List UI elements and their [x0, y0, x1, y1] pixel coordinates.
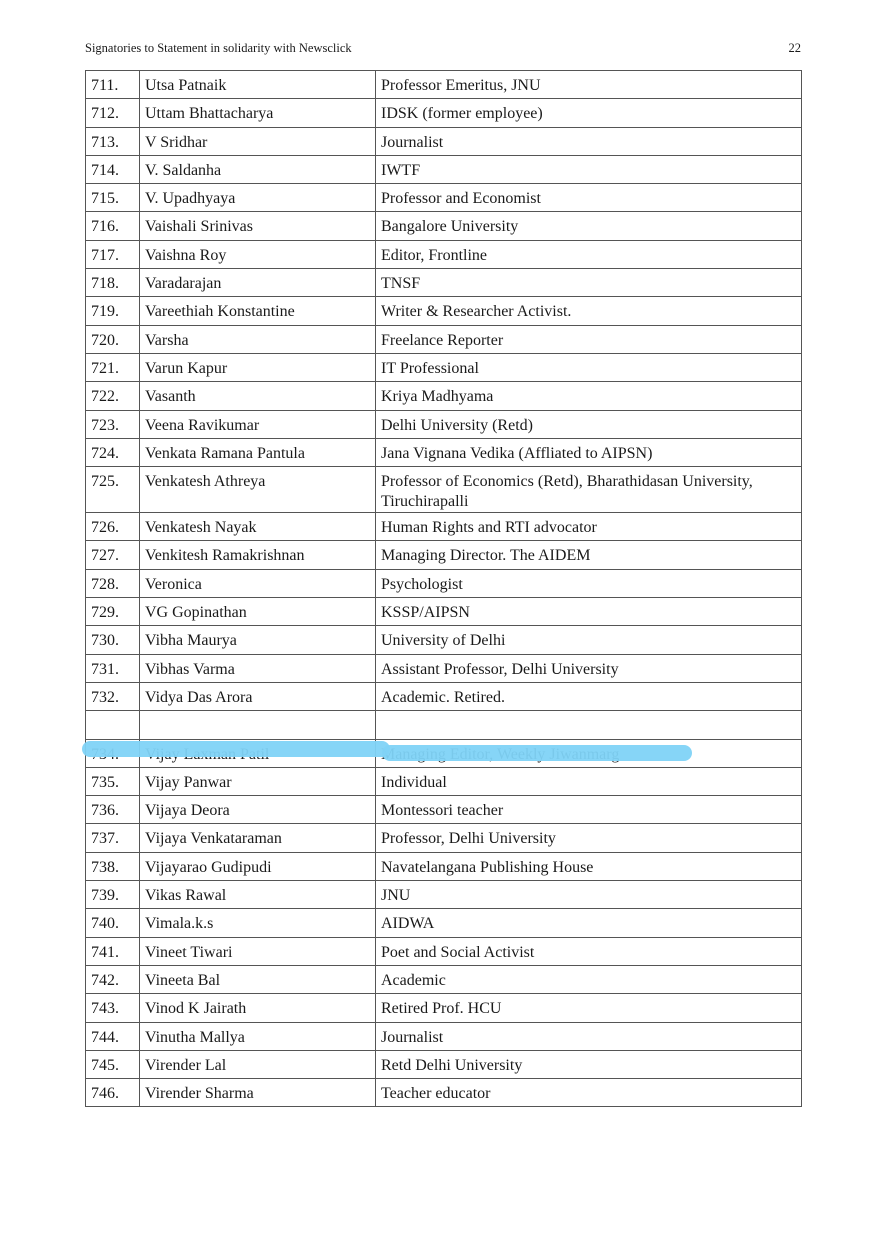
signatory-name: Venkatesh Athreya [140, 467, 376, 513]
table-row [86, 881, 802, 909]
signatory-affiliation: Professor of Economics (Retd), Bharathidasan University, Tiruchirapalli [376, 467, 802, 513]
row-number: 735. [86, 767, 140, 795]
table-row [86, 796, 802, 824]
signatory-name: Vineeta Bal [140, 965, 376, 993]
table-row [86, 184, 802, 212]
table-row [86, 909, 802, 937]
page-header [85, 41, 801, 61]
row-number: 729. [86, 598, 140, 626]
signatory-affiliation: Retired Prof. HCU [376, 994, 802, 1022]
row-number: 732. [86, 682, 140, 710]
table-row [86, 541, 802, 569]
signatory-affiliation: Freelance Reporter [376, 325, 802, 353]
signatory-affiliation: Retd Delhi University [376, 1050, 802, 1078]
signatories-table-body [86, 71, 802, 1107]
signatory-name: Vaishna Roy [140, 240, 376, 268]
signatory-affiliation: Academic. Retired. [376, 682, 802, 710]
table-row [86, 852, 802, 880]
row-number: 722. [86, 382, 140, 410]
signatory-name: Vijaya Deora [140, 796, 376, 824]
table-row [86, 767, 802, 795]
row-number: 713. [86, 127, 140, 155]
row-number: 739. [86, 881, 140, 909]
signatory-name: Virender Lal [140, 1050, 376, 1078]
signatory-name: Venkata Ramana Pantula [140, 438, 376, 466]
signatory-affiliation: Professor and Economist [376, 184, 802, 212]
signatory-affiliation: Teacher educator [376, 1079, 802, 1107]
table-row [86, 127, 802, 155]
signatory-name: Vijaya Venkataraman [140, 824, 376, 852]
signatory-name: Vinutha Mallya [140, 1022, 376, 1050]
table-row [86, 598, 802, 626]
table-row [86, 382, 802, 410]
signatory-affiliation: JNU [376, 881, 802, 909]
signatory-name: V Sridhar [140, 127, 376, 155]
signatory-affiliation: Professor Emeritus, JNU [376, 71, 802, 99]
table-row [86, 513, 802, 541]
table-row [86, 438, 802, 466]
signatory-name: Vaishali Srinivas [140, 212, 376, 240]
signatories-table [85, 70, 802, 1107]
signatory-name: Venkatesh Nayak [140, 513, 376, 541]
signatory-name: Uttam Bhattacharya [140, 99, 376, 127]
signatory-affiliation: Jana Vignana Vedika (Affliated to AIPSN) [376, 438, 802, 466]
table-row [86, 711, 802, 739]
document-title: Signatories to Statement in solidarity with Newsclick [85, 41, 352, 55]
signatory-name: Vikas Rawal [140, 881, 376, 909]
table-row [86, 1050, 802, 1078]
table-row [86, 467, 802, 513]
signatory-name: Vibhas Varma [140, 654, 376, 682]
redaction-mark [82, 741, 390, 757]
row-number: 731. [86, 654, 140, 682]
table-row [86, 269, 802, 297]
row-number: 746. [86, 1079, 140, 1107]
signatory-affiliation: Managing Director. The AIDEM [376, 541, 802, 569]
row-number: 719. [86, 297, 140, 325]
row-number: 721. [86, 353, 140, 381]
row-number: 741. [86, 937, 140, 965]
row-number: 716. [86, 212, 140, 240]
signatory-name: Vineet Tiwari [140, 937, 376, 965]
row-number: 742. [86, 965, 140, 993]
signatory-name: Vasanth [140, 382, 376, 410]
row-number: 715. [86, 184, 140, 212]
signatory-affiliation: Assistant Professor, Delhi University [376, 654, 802, 682]
table-row [86, 824, 802, 852]
signatory-affiliation: Navatelangana Publishing House [376, 852, 802, 880]
redaction-mark [382, 745, 692, 761]
table-row [86, 99, 802, 127]
table-row [86, 1079, 802, 1107]
signatory-name: Vinod K Jairath [140, 994, 376, 1022]
table-row [86, 654, 802, 682]
signatory-affiliation [376, 711, 802, 739]
table-row [86, 965, 802, 993]
signatory-name: Veena Ravikumar [140, 410, 376, 438]
table-row [86, 325, 802, 353]
signatory-name: V. Upadhyaya [140, 184, 376, 212]
table-row [86, 1022, 802, 1050]
table-row [86, 240, 802, 268]
signatory-affiliation: Writer & Researcher Activist. [376, 297, 802, 325]
table-row [86, 212, 802, 240]
table-row [86, 353, 802, 381]
row-number: 736. [86, 796, 140, 824]
table-row [86, 410, 802, 438]
signatory-name: V. Saldanha [140, 155, 376, 183]
row-number: 724. [86, 438, 140, 466]
row-number: 744. [86, 1022, 140, 1050]
row-number: 740. [86, 909, 140, 937]
signatory-affiliation: Editor, Frontline [376, 240, 802, 268]
row-number: 745. [86, 1050, 140, 1078]
table-row [86, 994, 802, 1022]
signatory-affiliation: Human Rights and RTI advocator [376, 513, 802, 541]
signatory-affiliation: University of Delhi [376, 626, 802, 654]
signatory-name: Veronica [140, 569, 376, 597]
row-number: 718. [86, 269, 140, 297]
signatory-name: Vijayarao Gudipudi [140, 852, 376, 880]
signatory-affiliation: IDSK (former employee) [376, 99, 802, 127]
row-number: 730. [86, 626, 140, 654]
table-row [86, 569, 802, 597]
signatory-affiliation: Bangalore University [376, 212, 802, 240]
signatory-affiliation: Individual [376, 767, 802, 795]
row-number: 723. [86, 410, 140, 438]
signatory-name: VG Gopinathan [140, 598, 376, 626]
row-number: 720. [86, 325, 140, 353]
row-number: 714. [86, 155, 140, 183]
signatory-affiliation: Academic [376, 965, 802, 993]
signatory-name: Vibha Maurya [140, 626, 376, 654]
table-row [86, 682, 802, 710]
row-number: 725. [86, 467, 140, 513]
signatory-affiliation: TNSF [376, 269, 802, 297]
signatory-affiliation: KSSP/AIPSN [376, 598, 802, 626]
row-number: 738. [86, 852, 140, 880]
signatory-name: Varun Kapur [140, 353, 376, 381]
signatory-affiliation: Journalist [376, 1022, 802, 1050]
signatory-name: Varadarajan [140, 269, 376, 297]
table-row [86, 297, 802, 325]
row-number: 743. [86, 994, 140, 1022]
row-number: 711. [86, 71, 140, 99]
signatory-name: Venkitesh Ramakrishnan [140, 541, 376, 569]
row-number: 726. [86, 513, 140, 541]
signatory-affiliation: Professor, Delhi University [376, 824, 802, 852]
signatory-name: Utsa Patnaik [140, 71, 376, 99]
signatory-name: Varsha [140, 325, 376, 353]
signatory-name: Virender Sharma [140, 1079, 376, 1107]
signatory-name [140, 711, 376, 739]
row-number: 717. [86, 240, 140, 268]
row-number: 728. [86, 569, 140, 597]
signatory-affiliation: IWTF [376, 155, 802, 183]
page-number: 22 [788, 41, 801, 55]
table-row [86, 71, 802, 99]
signatory-affiliation: Montessori teacher [376, 796, 802, 824]
row-number [86, 711, 140, 739]
row-number: 737. [86, 824, 140, 852]
row-number: 712. [86, 99, 140, 127]
signatory-affiliation: Kriya Madhyama [376, 382, 802, 410]
signatory-affiliation: AIDWA [376, 909, 802, 937]
signatory-name: Vimala.k.s [140, 909, 376, 937]
table-row [86, 626, 802, 654]
row-number: 727. [86, 541, 140, 569]
signatory-affiliation: Delhi University (Retd) [376, 410, 802, 438]
table-row [86, 155, 802, 183]
signatory-affiliation: Journalist [376, 127, 802, 155]
table-row [86, 937, 802, 965]
signatory-name: Vareethiah Konstantine [140, 297, 376, 325]
signatory-name: Vidya Das Arora [140, 682, 376, 710]
signatory-affiliation: Poet and Social Activist [376, 937, 802, 965]
signatory-affiliation: IT Professional [376, 353, 802, 381]
signatory-name: Vijay Panwar [140, 767, 376, 795]
signatory-affiliation: Psychologist [376, 569, 802, 597]
